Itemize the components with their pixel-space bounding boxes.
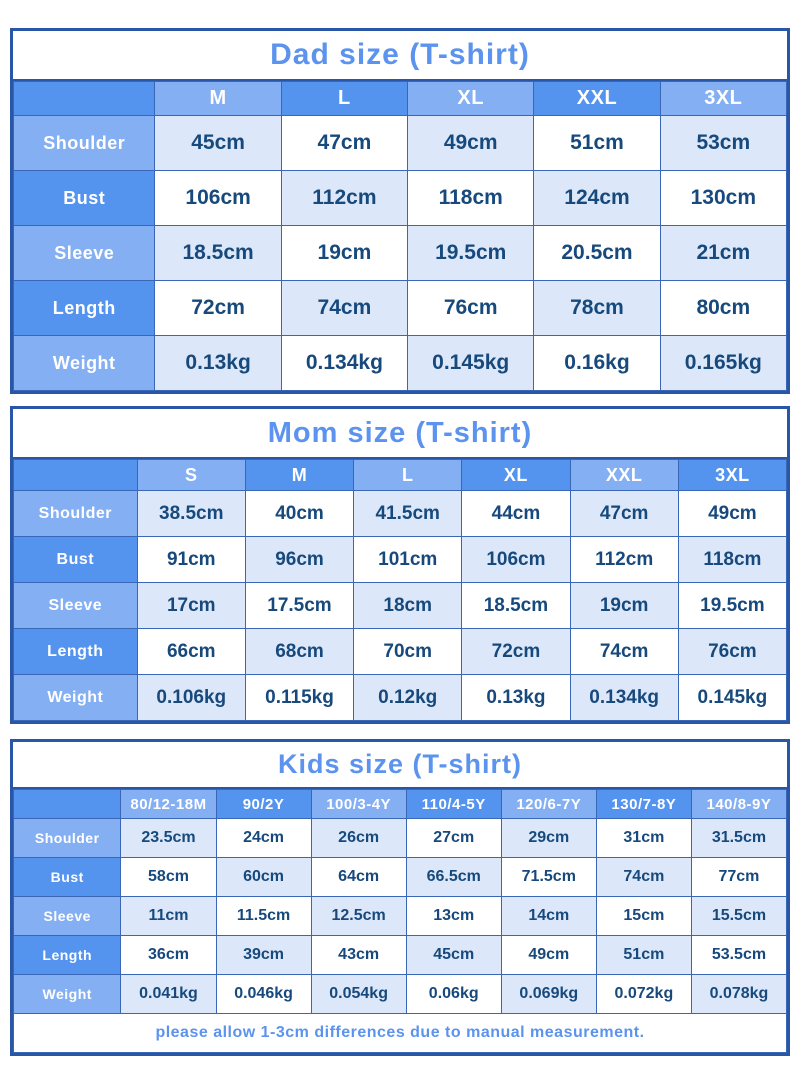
size-value-cell: 0.06kg — [406, 975, 501, 1014]
size-value-cell: 112cm — [570, 537, 678, 583]
size-row — [14, 975, 787, 1014]
size-column-header: 100/3-4Y — [311, 790, 406, 819]
size-value-cell: 19.5cm — [678, 583, 786, 629]
size-value-cell: 91cm — [137, 537, 245, 583]
size-value-cell: 124cm — [534, 171, 660, 226]
size-value-cell: 17cm — [137, 583, 245, 629]
size-column-header: XXL — [570, 460, 678, 491]
size-value-cell: 68cm — [245, 629, 353, 675]
size-value-cell: 76cm — [408, 281, 534, 336]
size-value-cell: 0.145kg — [408, 336, 534, 391]
size-column-header: S — [137, 460, 245, 491]
size-value-cell: 40cm — [245, 491, 353, 537]
size-value-cell: 0.046kg — [216, 975, 311, 1014]
size-row-label: Length — [14, 936, 121, 975]
size-value-cell: 60cm — [216, 858, 311, 897]
size-row — [14, 336, 787, 391]
size-value-cell: 13cm — [406, 897, 501, 936]
size-row — [14, 936, 787, 975]
size-value-cell: 14cm — [501, 897, 596, 936]
size-value-cell: 53cm — [660, 116, 786, 171]
size-value-cell: 47cm — [281, 116, 407, 171]
size-value-cell: 118cm — [678, 537, 786, 583]
size-column-header: L — [281, 82, 407, 116]
note-row — [14, 1014, 787, 1053]
size-row — [14, 491, 787, 537]
size-row-label: Bust — [14, 171, 155, 226]
size-value-cell: 49cm — [408, 116, 534, 171]
size-value-cell: 39cm — [216, 936, 311, 975]
size-row — [14, 819, 787, 858]
size-row-label: Weight — [14, 975, 121, 1014]
size-value-cell: 66cm — [137, 629, 245, 675]
size-value-cell: 21cm — [660, 226, 786, 281]
size-value-cell: 118cm — [408, 171, 534, 226]
size-value-cell: 74cm — [570, 629, 678, 675]
size-value-cell: 72cm — [462, 629, 570, 675]
size-value-cell: 77cm — [691, 858, 786, 897]
size-value-cell: 31cm — [596, 819, 691, 858]
size-value-cell: 78cm — [534, 281, 660, 336]
size-chart-page — [0, 28, 800, 1056]
size-row — [14, 858, 787, 897]
size-value-cell: 70cm — [354, 629, 462, 675]
size-value-cell: 0.13kg — [462, 675, 570, 721]
size-value-cell: 19.5cm — [408, 226, 534, 281]
size-column-header: XXL — [534, 82, 660, 116]
size-column-header: 140/8-9Y — [691, 790, 786, 819]
size-value-cell: 19cm — [570, 583, 678, 629]
mom-size-grid — [13, 459, 787, 721]
size-value-cell: 11.5cm — [216, 897, 311, 936]
size-column-header: 3XL — [678, 460, 786, 491]
size-column-header: 120/6-7Y — [501, 790, 596, 819]
size-value-cell: 0.134kg — [570, 675, 678, 721]
size-value-cell: 36cm — [121, 936, 216, 975]
size-value-cell: 49cm — [501, 936, 596, 975]
size-row-label: Length — [14, 281, 155, 336]
size-row — [14, 116, 787, 171]
size-value-cell: 112cm — [281, 171, 407, 226]
size-value-cell: 15cm — [596, 897, 691, 936]
size-row — [14, 583, 787, 629]
size-value-cell: 47cm — [570, 491, 678, 537]
size-value-cell: 64cm — [311, 858, 406, 897]
size-row-label: Weight — [14, 675, 138, 721]
size-value-cell: 19cm — [281, 226, 407, 281]
measurement-note: please allow 1-3cm differences due to manual measurement. — [14, 1014, 787, 1053]
size-column-header: XL — [462, 460, 570, 491]
size-value-cell: 51cm — [596, 936, 691, 975]
size-header-row — [14, 82, 787, 116]
size-column-header: M — [155, 82, 281, 116]
size-row-label: Sleeve — [14, 583, 138, 629]
size-value-cell: 26cm — [311, 819, 406, 858]
corner-cell — [14, 460, 138, 491]
size-value-cell: 0.165kg — [660, 336, 786, 391]
size-value-cell: 12.5cm — [311, 897, 406, 936]
size-value-cell: 49cm — [678, 491, 786, 537]
size-row — [14, 897, 787, 936]
size-column-header: XL — [408, 82, 534, 116]
size-value-cell: 0.12kg — [354, 675, 462, 721]
size-value-cell: 18cm — [354, 583, 462, 629]
size-value-cell: 74cm — [596, 858, 691, 897]
size-column-header: 80/12-18M — [121, 790, 216, 819]
size-value-cell: 80cm — [660, 281, 786, 336]
kids-size-table — [10, 739, 790, 1056]
size-row — [14, 171, 787, 226]
dad-table-title: Dad size (T-shirt) — [13, 31, 787, 81]
size-header-row — [14, 790, 787, 819]
size-row-label: Length — [14, 629, 138, 675]
size-value-cell: 41.5cm — [354, 491, 462, 537]
size-value-cell: 31.5cm — [691, 819, 786, 858]
size-value-cell: 106cm — [155, 171, 281, 226]
size-value-cell: 27cm — [406, 819, 501, 858]
size-value-cell: 11cm — [121, 897, 216, 936]
size-value-cell: 0.134kg — [281, 336, 407, 391]
size-value-cell: 45cm — [155, 116, 281, 171]
size-value-cell: 0.072kg — [596, 975, 691, 1014]
size-value-cell: 96cm — [245, 537, 353, 583]
size-value-cell: 44cm — [462, 491, 570, 537]
size-value-cell: 0.069kg — [501, 975, 596, 1014]
size-value-cell: 45cm — [406, 936, 501, 975]
size-value-cell: 71.5cm — [501, 858, 596, 897]
size-row — [14, 629, 787, 675]
size-row-label: Shoulder — [14, 116, 155, 171]
size-value-cell: 0.16kg — [534, 336, 660, 391]
dad-size-grid — [13, 81, 787, 391]
dad-size-table — [10, 28, 790, 394]
size-column-header: M — [245, 460, 353, 491]
size-value-cell: 51cm — [534, 116, 660, 171]
size-row-label: Bust — [14, 858, 121, 897]
mom-size-table — [10, 406, 790, 724]
size-header-row — [14, 460, 787, 491]
size-row-label: Sleeve — [14, 897, 121, 936]
size-row — [14, 226, 787, 281]
size-column-header: 3XL — [660, 82, 786, 116]
size-value-cell: 130cm — [660, 171, 786, 226]
size-value-cell: 18.5cm — [155, 226, 281, 281]
size-value-cell: 38.5cm — [137, 491, 245, 537]
size-value-cell: 20.5cm — [534, 226, 660, 281]
corner-cell — [14, 82, 155, 116]
corner-cell — [14, 790, 121, 819]
size-value-cell: 0.041kg — [121, 975, 216, 1014]
size-value-cell: 17.5cm — [245, 583, 353, 629]
size-value-cell: 106cm — [462, 537, 570, 583]
size-value-cell: 0.145kg — [678, 675, 786, 721]
size-row-label: Shoulder — [14, 819, 121, 858]
mom-table-title: Mom size (T-shirt) — [13, 409, 787, 459]
size-value-cell: 101cm — [354, 537, 462, 583]
size-column-header: L — [354, 460, 462, 491]
size-value-cell: 0.106kg — [137, 675, 245, 721]
size-value-cell: 23.5cm — [121, 819, 216, 858]
size-row-label: Shoulder — [14, 491, 138, 537]
size-value-cell: 43cm — [311, 936, 406, 975]
size-value-cell: 18.5cm — [462, 583, 570, 629]
size-value-cell: 0.054kg — [311, 975, 406, 1014]
size-value-cell: 53.5cm — [691, 936, 786, 975]
size-row — [14, 537, 787, 583]
size-value-cell: 24cm — [216, 819, 311, 858]
size-value-cell: 76cm — [678, 629, 786, 675]
size-row-label: Bust — [14, 537, 138, 583]
size-value-cell: 0.078kg — [691, 975, 786, 1014]
size-value-cell: 74cm — [281, 281, 407, 336]
size-value-cell: 29cm — [501, 819, 596, 858]
size-column-header: 130/7-8Y — [596, 790, 691, 819]
size-row-label: Sleeve — [14, 226, 155, 281]
size-row — [14, 281, 787, 336]
size-row-label: Weight — [14, 336, 155, 391]
kids-table-title: Kids size (T-shirt) — [13, 742, 787, 789]
size-value-cell: 58cm — [121, 858, 216, 897]
size-value-cell: 0.13kg — [155, 336, 281, 391]
size-column-header: 110/4-5Y — [406, 790, 501, 819]
size-value-cell: 15.5cm — [691, 897, 786, 936]
size-row — [14, 675, 787, 721]
size-value-cell: 66.5cm — [406, 858, 501, 897]
size-value-cell: 72cm — [155, 281, 281, 336]
kids-size-grid — [13, 789, 787, 1053]
size-value-cell: 0.115kg — [245, 675, 353, 721]
size-column-header: 90/2Y — [216, 790, 311, 819]
